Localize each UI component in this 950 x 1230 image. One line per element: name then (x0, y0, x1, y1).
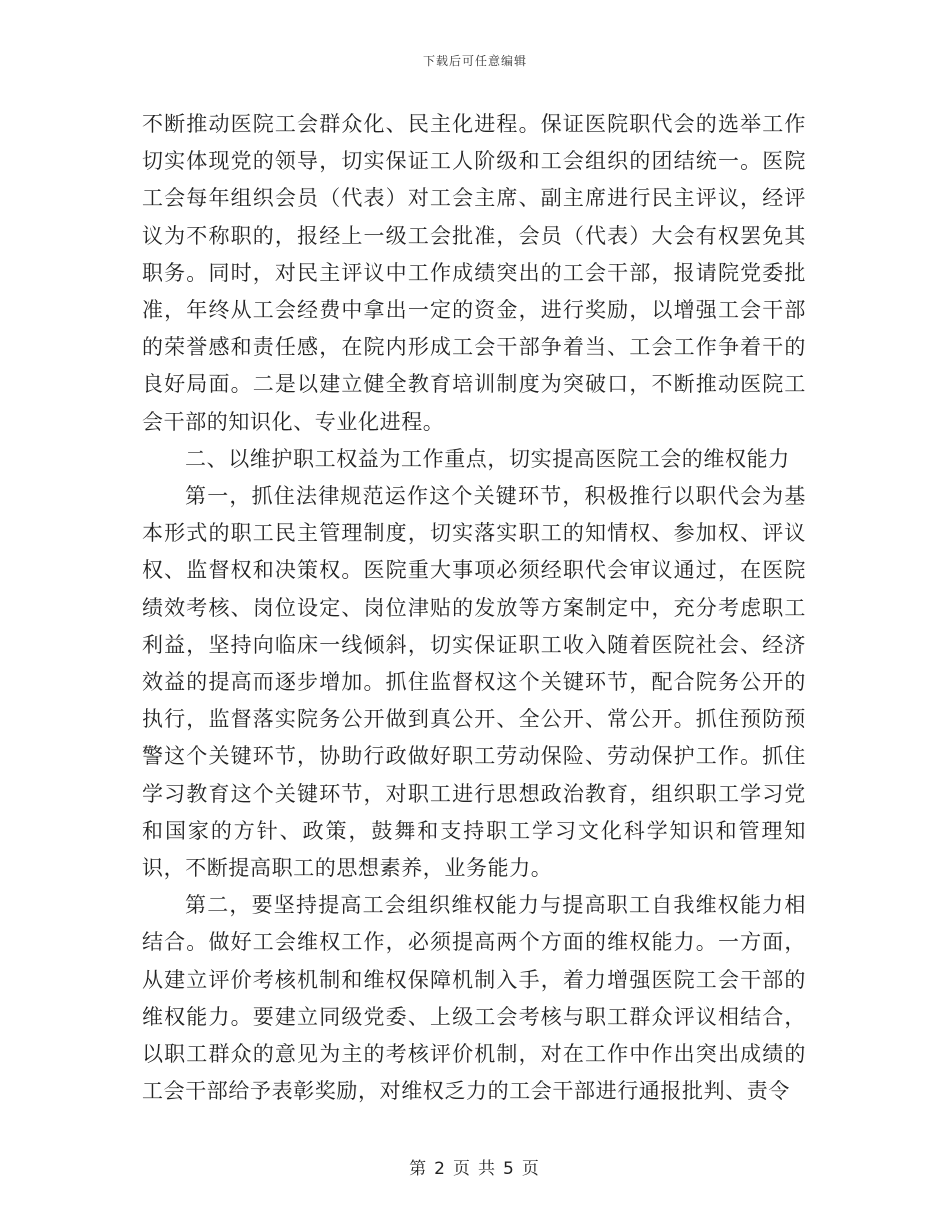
footer-total-word: 共 (478, 1159, 497, 1179)
page-header: 下载后可任意编辑 (422, 54, 527, 68)
paragraph-1: 不断推动医院工会群众化、民主化进程。保证医院职代会的选举工作切实体现党的领导，切实保证工人阶级和工会组织的团结统一。医院工会每年组织会员（代表）对工会主席、副主席进行民主评议，经评议为不称职的，报经上一级工会批准，会员（代表）大会有权罢免其职务。同时，对民主评议中工作成绩突出的工会干部，报请院党委批准，年终从工会经费中拿出一定的资金，进行奖励，以增强工会干部的荣誉感和责任感，在院内形成工会干部争着当、工会工作争着干的良好局面。二是以建立健全教育培训制度为突破口，不断推动医院工会干部的知识化、专业化进程。 (142, 112, 806, 434)
page-number-footer (0, 1154, 950, 1179)
footer-page-word: 页 (453, 1159, 472, 1179)
footer-suffix: 页 (521, 1159, 541, 1179)
document-body (142, 106, 806, 1110)
footer-current-page: 2 (434, 1159, 447, 1179)
paragraph-first-point: 第一，抓住法律规范运作这个关键环节，积极推行以职代会为基本形式的职工民主管理制度，切实落实职工的知情权、参加权、评议权、监督权和决策权。医院重大事项必须经职代会审议通过，在医院绩效考核、岗位设定、岗位津贴的发放等方案制定中，充分考虑职工利益，坚持向临床一线倾斜，切实保证职工收入随着医院社会、经济效益的提高而逐步增加。抓住监督权这个关键环节，配合院务公开的执行，监督落实院务公开做到真公开、全公开、常公开。抓住预防预警这个关键环节，协助行政做好职工劳动保险、劳动保护工作。抓住学习教育这个关键环节，对职工进行思想政治教育，组织职工学习党和国家的方针、政策，鼓舞和支持职工学习文化科学知识和管理知识，不断提高职工的思想素养，业务能力。 (142, 484, 806, 881)
footer-prefix: 第 (409, 1159, 429, 1179)
paragraph-second-point: 第二，要坚持提高工会组织维权能力与提高职工自我维权能力相结合。做好工会维权工作，必须提高两个方面的维权能力。一方面，从建立评价考核机制和维权保障机制入手，着力增强医院工会干部的维权能力。要建立同级党委、上级工会考核与职工群众评议相结合，以职工群众的意见为主的考核评价机制，对在工作中作出突出成绩的工会干部给予表彰奖励，对维权乏力的工会干部进行通报批判、责令 (142, 893, 806, 1104)
footer-total-pages: 5 (503, 1159, 516, 1179)
section-heading-2: 二、以维护职工权益为工作重点，切实提高医院工会的维权能力 (185, 446, 790, 471)
